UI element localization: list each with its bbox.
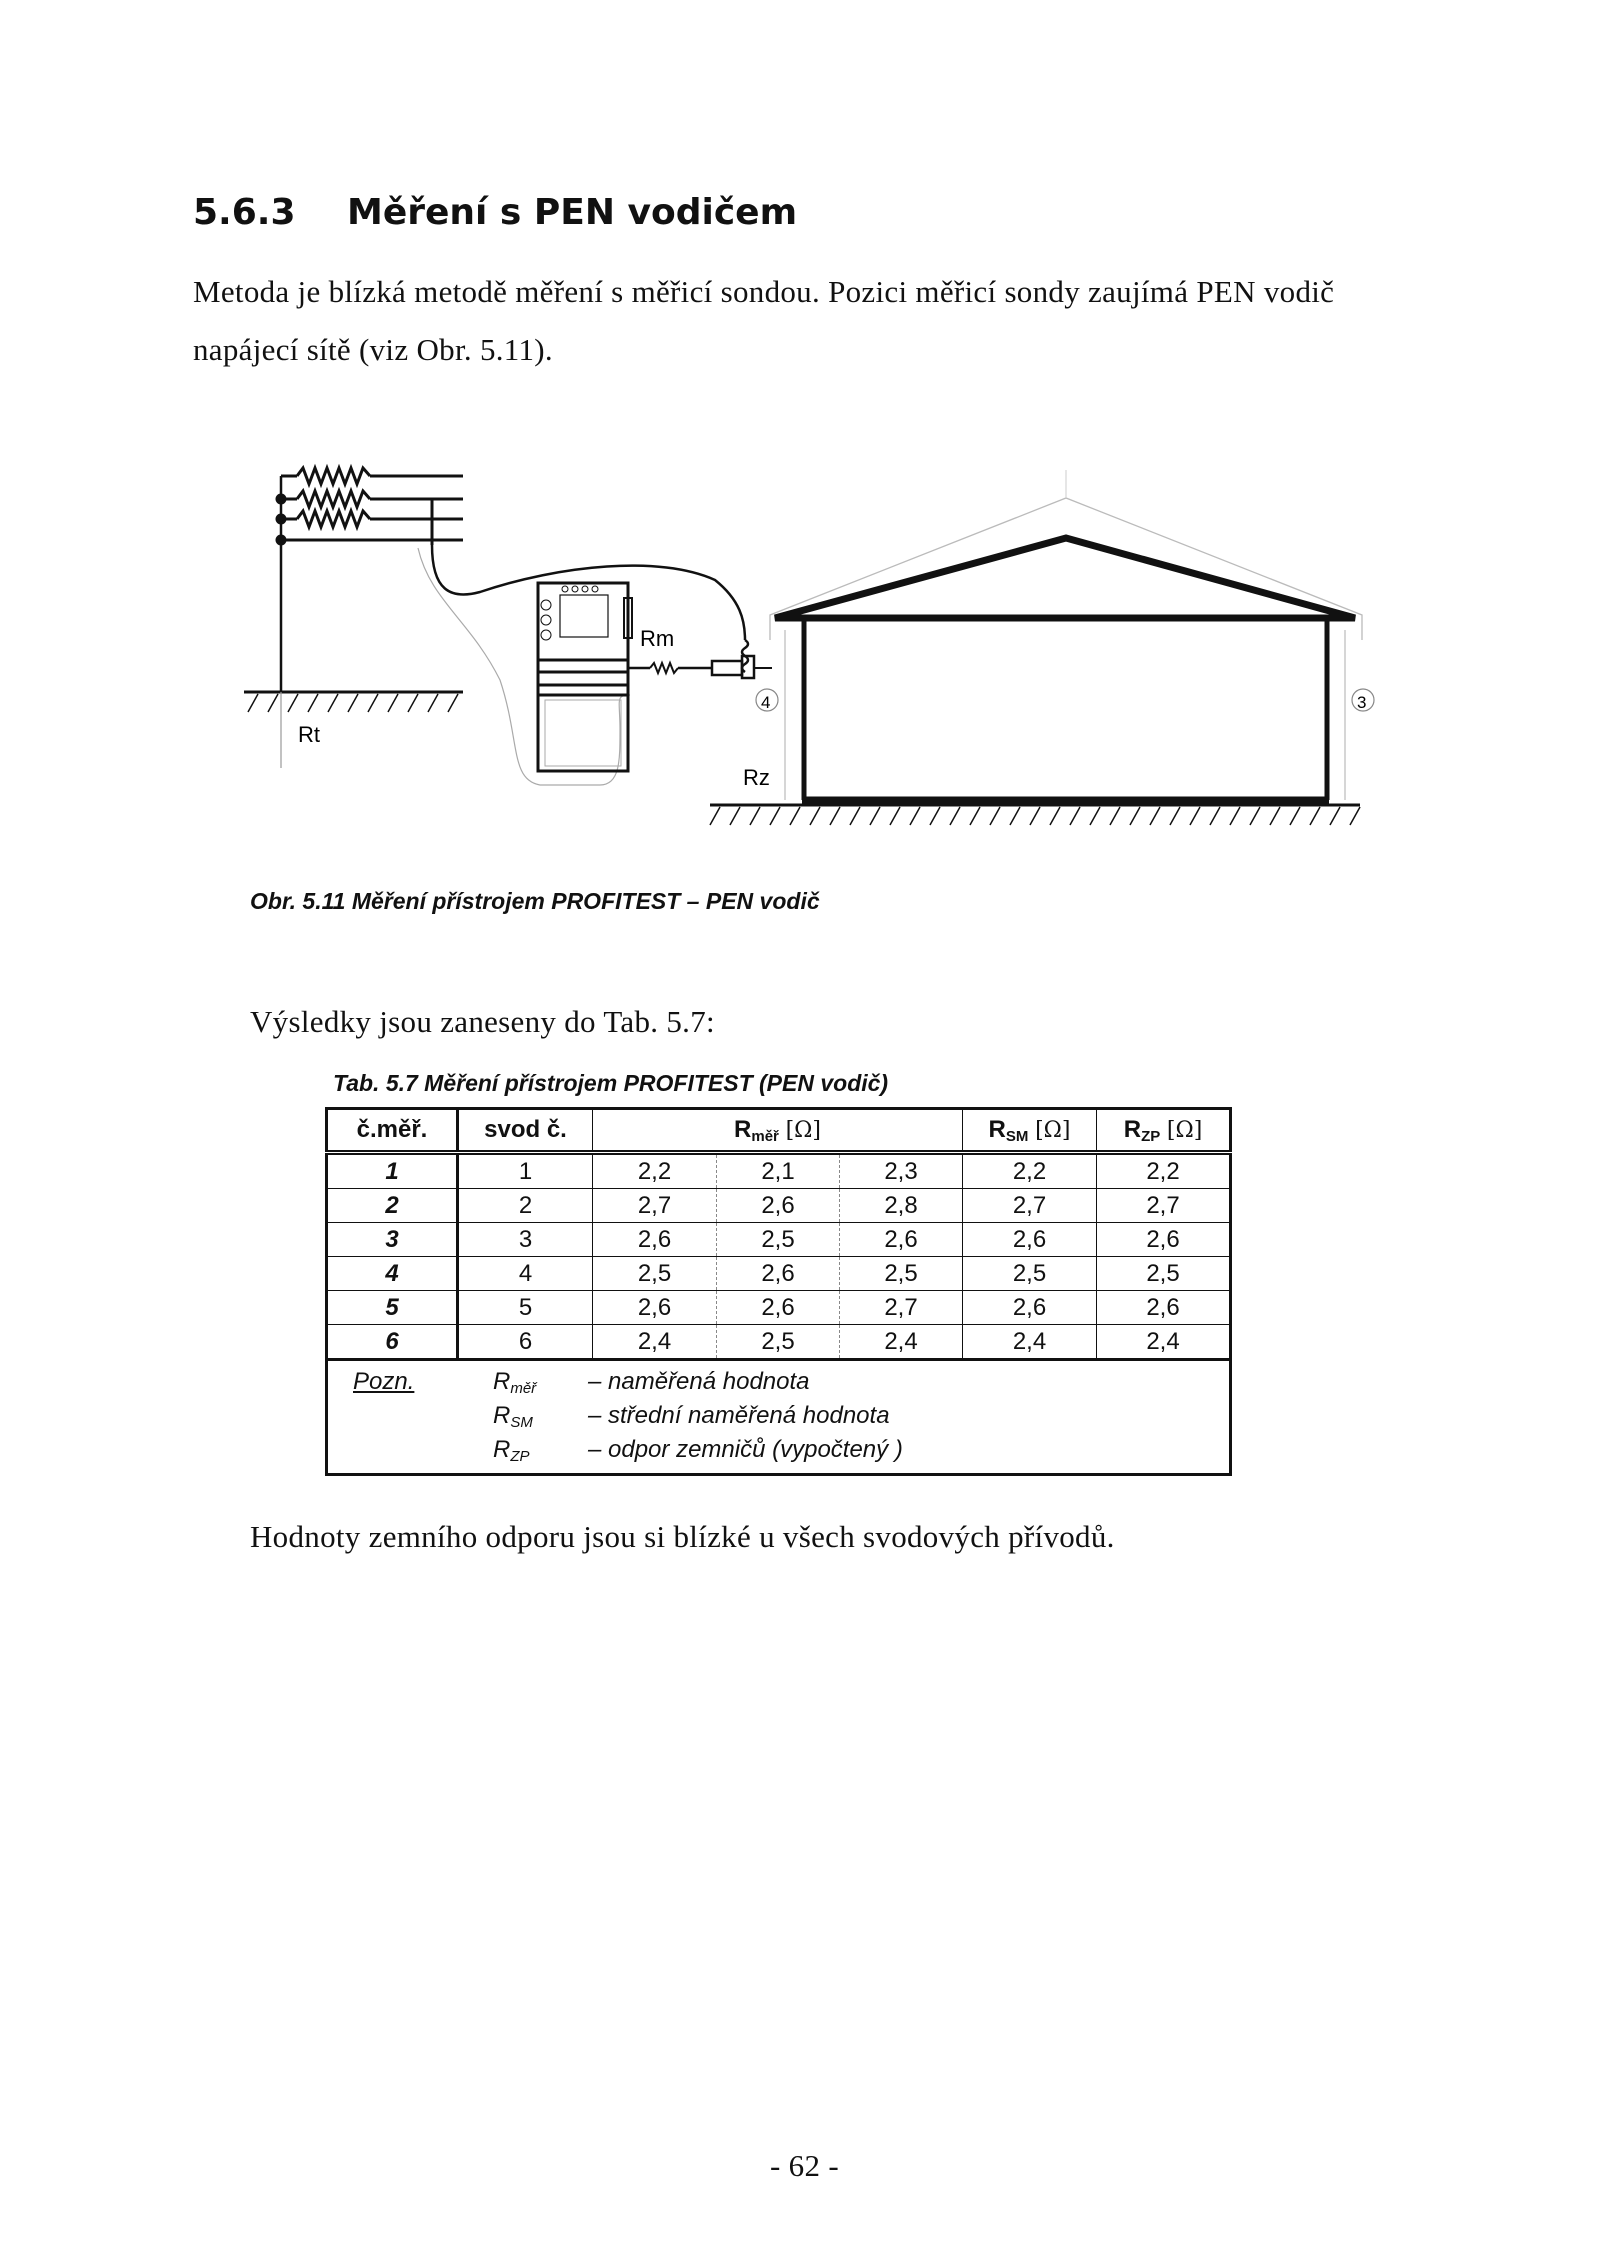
header-rsm: $R_{SM}$ [Ω]: [963, 1109, 1097, 1153]
cell-rsm: 2,6: [963, 1291, 1097, 1325]
ground-hatch: [730, 807, 740, 825]
cell-rzp: 2,6: [1097, 1223, 1231, 1257]
cell-svod: 6: [458, 1325, 593, 1360]
cell-rzp: 2,4: [1097, 1325, 1231, 1360]
ground-hatch: [890, 807, 900, 825]
label-rz: Rz: [743, 765, 770, 790]
cell-svod: 4: [458, 1257, 593, 1291]
label-rt: Rt: [298, 722, 320, 747]
table-notes: [327, 1360, 1231, 1475]
cell-r1: 2,6: [593, 1223, 717, 1257]
conclusion-text: Hodnoty zemního odporu jsou si blízké u všech svodových přívodů.: [250, 1519, 1115, 1554]
table-notes-row: [327, 1360, 1231, 1475]
cell-rsm: 2,4: [963, 1325, 1097, 1360]
marker-4: 4: [761, 693, 771, 712]
notes-label: Pozn.: [353, 1368, 415, 1395]
cell-no: 5: [327, 1291, 458, 1325]
cell-rsm: 2,5: [963, 1257, 1097, 1291]
table-row: [327, 1223, 1231, 1257]
ground-hatch: [1110, 807, 1120, 825]
note-symbol: $R_{měř}$: [493, 1367, 537, 1397]
ground-hatch: [1090, 807, 1100, 825]
cell-r2: 2,5: [717, 1325, 840, 1360]
ground-hatch: [970, 807, 980, 825]
cell-rsm: 2,2: [963, 1153, 1097, 1189]
ground-hatch: [850, 807, 860, 825]
cell-r3: 2,8: [840, 1189, 963, 1223]
page-number: - 62 -: [770, 2148, 839, 2183]
cell-r3: 2,7: [840, 1291, 963, 1325]
ground-hatch: [990, 807, 1000, 825]
ground-hatch: [910, 807, 920, 825]
ground-hatch: [1270, 807, 1280, 825]
cell-r1: 2,2: [593, 1153, 717, 1189]
profitest-instrument-icon: [538, 583, 632, 771]
ground-hatch: [1250, 807, 1260, 825]
connector-icon: [712, 661, 742, 675]
cell-svod: 1: [458, 1153, 593, 1189]
cell-no: 6: [327, 1325, 458, 1360]
note-symbol: $R_{ZP}$: [493, 1435, 530, 1465]
cell-r2: 2,6: [717, 1189, 840, 1223]
cell-no: 4: [327, 1257, 458, 1291]
cell-rzp: 2,6: [1097, 1291, 1231, 1325]
note-text: – naměřená hodnota: [588, 1368, 810, 1395]
marker-3: 3: [1357, 693, 1367, 712]
cell-r1: 2,7: [593, 1189, 717, 1223]
header-svod: svod č.: [458, 1109, 593, 1153]
ground-hatch: [870, 807, 880, 825]
ground-hatch: [830, 807, 840, 825]
resistor-icon: [297, 468, 370, 484]
header-rzp: $R_{ZP}$ [Ω]: [1097, 1109, 1231, 1153]
cell-svod: 5: [458, 1291, 593, 1325]
ground-hatch: [930, 807, 940, 825]
cell-no: 3: [327, 1223, 458, 1257]
intro-line-1: Metoda je blízká metodě měření s měřicí sondou. Pozici měřicí sondy zaujímá PEN vodič: [193, 274, 1335, 309]
ground-hatch: [950, 807, 960, 825]
ground-hatch: [1170, 807, 1180, 825]
ground-hatch: [1030, 807, 1040, 825]
cell-no: 2: [327, 1189, 458, 1223]
ground-hatch: [1130, 807, 1140, 825]
table-row: [327, 1257, 1231, 1291]
ground-hatch: [1070, 807, 1080, 825]
ground-hatch: [1230, 807, 1240, 825]
section-number: 5.6.3: [193, 192, 296, 233]
ground-hatch: [1330, 807, 1340, 825]
note-text: – střední naměřená hodnota: [588, 1402, 890, 1429]
cell-r2: 2,6: [717, 1291, 840, 1325]
cell-r2: 2,1: [717, 1153, 840, 1189]
cell-r3: 2,5: [840, 1257, 963, 1291]
table-row: [327, 1325, 1231, 1360]
ground-hatch: [1150, 807, 1160, 825]
table-row: [327, 1153, 1231, 1189]
label-rm: Rm: [640, 626, 675, 651]
resistor-icon: [297, 491, 370, 507]
results-table: [325, 1107, 1232, 1476]
cell-r3: 2,4: [840, 1325, 963, 1360]
ground-hatch: [1350, 807, 1360, 825]
cell-r1: 2,6: [593, 1291, 717, 1325]
section-title: Měření s PEN vodičem: [347, 192, 798, 233]
ground-hatch: [710, 807, 720, 825]
cell-rsm: 2,6: [963, 1223, 1097, 1257]
ground-hatch: [1310, 807, 1320, 825]
table-header-row: [327, 1109, 1231, 1153]
cell-no: 1: [327, 1153, 458, 1189]
table-row: [327, 1189, 1231, 1223]
cell-r1: 2,4: [593, 1325, 717, 1360]
ground-hatch: [1210, 807, 1220, 825]
figure-caption: Obr. 5.11 Měření přístrojem PROFITEST – PEN vodič: [250, 888, 820, 914]
ground-hatch: [1010, 807, 1020, 825]
ground-hatch: [770, 807, 780, 825]
resistor-icon: [650, 663, 678, 673]
table-caption: Tab. 5.7 Měření přístrojem PROFITEST (PEN vodič): [333, 1070, 889, 1096]
supply-lines: [277, 468, 463, 692]
table-row: [327, 1291, 1231, 1325]
note-symbol: $R_{SM}$: [493, 1401, 533, 1431]
ground-hatch: [810, 807, 820, 825]
cell-rzp: 2,7: [1097, 1189, 1231, 1223]
header-measurement-no: č.měř.: [327, 1109, 458, 1153]
ground-hatch: [1290, 807, 1300, 825]
header-rmer: $R_{měř}$ [Ω]: [593, 1109, 963, 1153]
note-text: – odpor zemničů (vypočtený ): [588, 1436, 903, 1463]
ground-hatch: [1050, 807, 1060, 825]
cell-rzp: 2,5: [1097, 1257, 1231, 1291]
intro-line-2: napájecí sítě (viz Obr. 5.11).: [193, 332, 553, 367]
cell-rsm: 2,7: [963, 1189, 1097, 1223]
ground-hatch: [1190, 807, 1200, 825]
cell-r1: 2,5: [593, 1257, 717, 1291]
ground-hatch: [750, 807, 760, 825]
cell-svod: 3: [458, 1223, 593, 1257]
results-intro: Výsledky jsou zaneseny do Tab. 5.7:: [250, 1004, 715, 1039]
measuring-cable: [432, 545, 745, 640]
cell-svod: 2: [458, 1189, 593, 1223]
resistor-icon: [297, 511, 370, 527]
cell-rzp: 2,2: [1097, 1153, 1231, 1189]
cell-r2: 2,5: [717, 1223, 840, 1257]
cell-r2: 2,6: [717, 1257, 840, 1291]
cell-r3: 2,3: [840, 1153, 963, 1189]
ground-hatch: [790, 807, 800, 825]
cell-r3: 2,6: [840, 1223, 963, 1257]
